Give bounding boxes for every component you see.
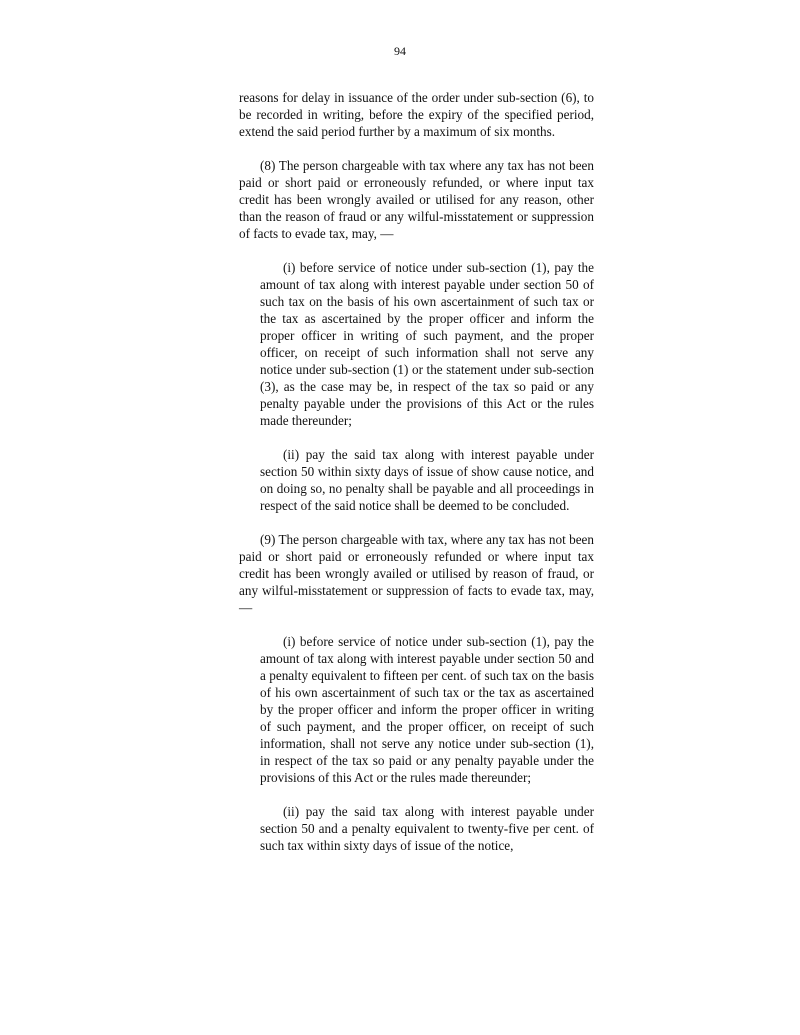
subsection-9: (9) The person chargeable with tax, where any tax has not been paid or short paid or erroneously refunded or where input tax credit has been wrongly availed or utilised by reason of fraud, or any wilful-misstatement or suppression of facts to evade tax, may,—: [239, 532, 594, 615]
subsection-8-clause-ii: (ii) pay the said tax along with interest payable under section 50 within sixty days of issue of show cause notice, and on doing so, no penalty shall be payable and all proceedings in respect of the said notice shall be deemed to be concluded.: [260, 447, 594, 513]
subsection-9-clause-ii: (ii) pay the said tax along with interest payable under section 50 and a penalty equivalent to twenty-five per cent. of such tax within sixty days of issue of the notice,: [260, 804, 594, 853]
subsection-8: (8) The person chargeable with tax where any tax has not been paid or short paid or erroneously refunded, or where input tax credit has been wrongly availed or utilised for any reason, other than the reason of fraud or any wilful-misstatement or suppression of facts to evade tax, may, —: [239, 158, 594, 241]
paragraph-continuation: reasons for delay in issuance of the order under sub-section (6), to be recorded in writing, before the expiry of the specified period, extend the said period further by a maximum of six months.: [239, 90, 594, 139]
document-body: [239, 89, 594, 854]
subsection-8-clause-i: (i) before service of notice under sub-section (1), pay the amount of tax along with interest payable under section 50 of such tax on the basis of his own ascertainment of such tax or the tax as ascertained by the proper officer and inform the proper officer in writing of such payment, and the proper officer, on receipt of such information shall not serve any notice under sub-section (1) or the statement under sub-section (3), as the case may be, in respect of the tax so paid or any penalty payable under the provisions of this Act or the rules made thereunder;: [260, 260, 594, 428]
subsection-9-clause-i: (i) before service of notice under sub-section (1), pay the amount of tax along with interest payable under section 50 and a penalty equivalent to fifteen per cent. of such tax on the basis of his own ascertainment of such tax or the tax as ascertained by the proper officer and inform the proper officer in writing of such payment, and the proper officer, on receipt of such information, shall not serve any notice under sub-section (1), in respect of the tax so paid or any penalty payable under the provisions of this Act or the rules made thereunder;: [260, 634, 594, 785]
page-number: 94: [394, 44, 406, 58]
